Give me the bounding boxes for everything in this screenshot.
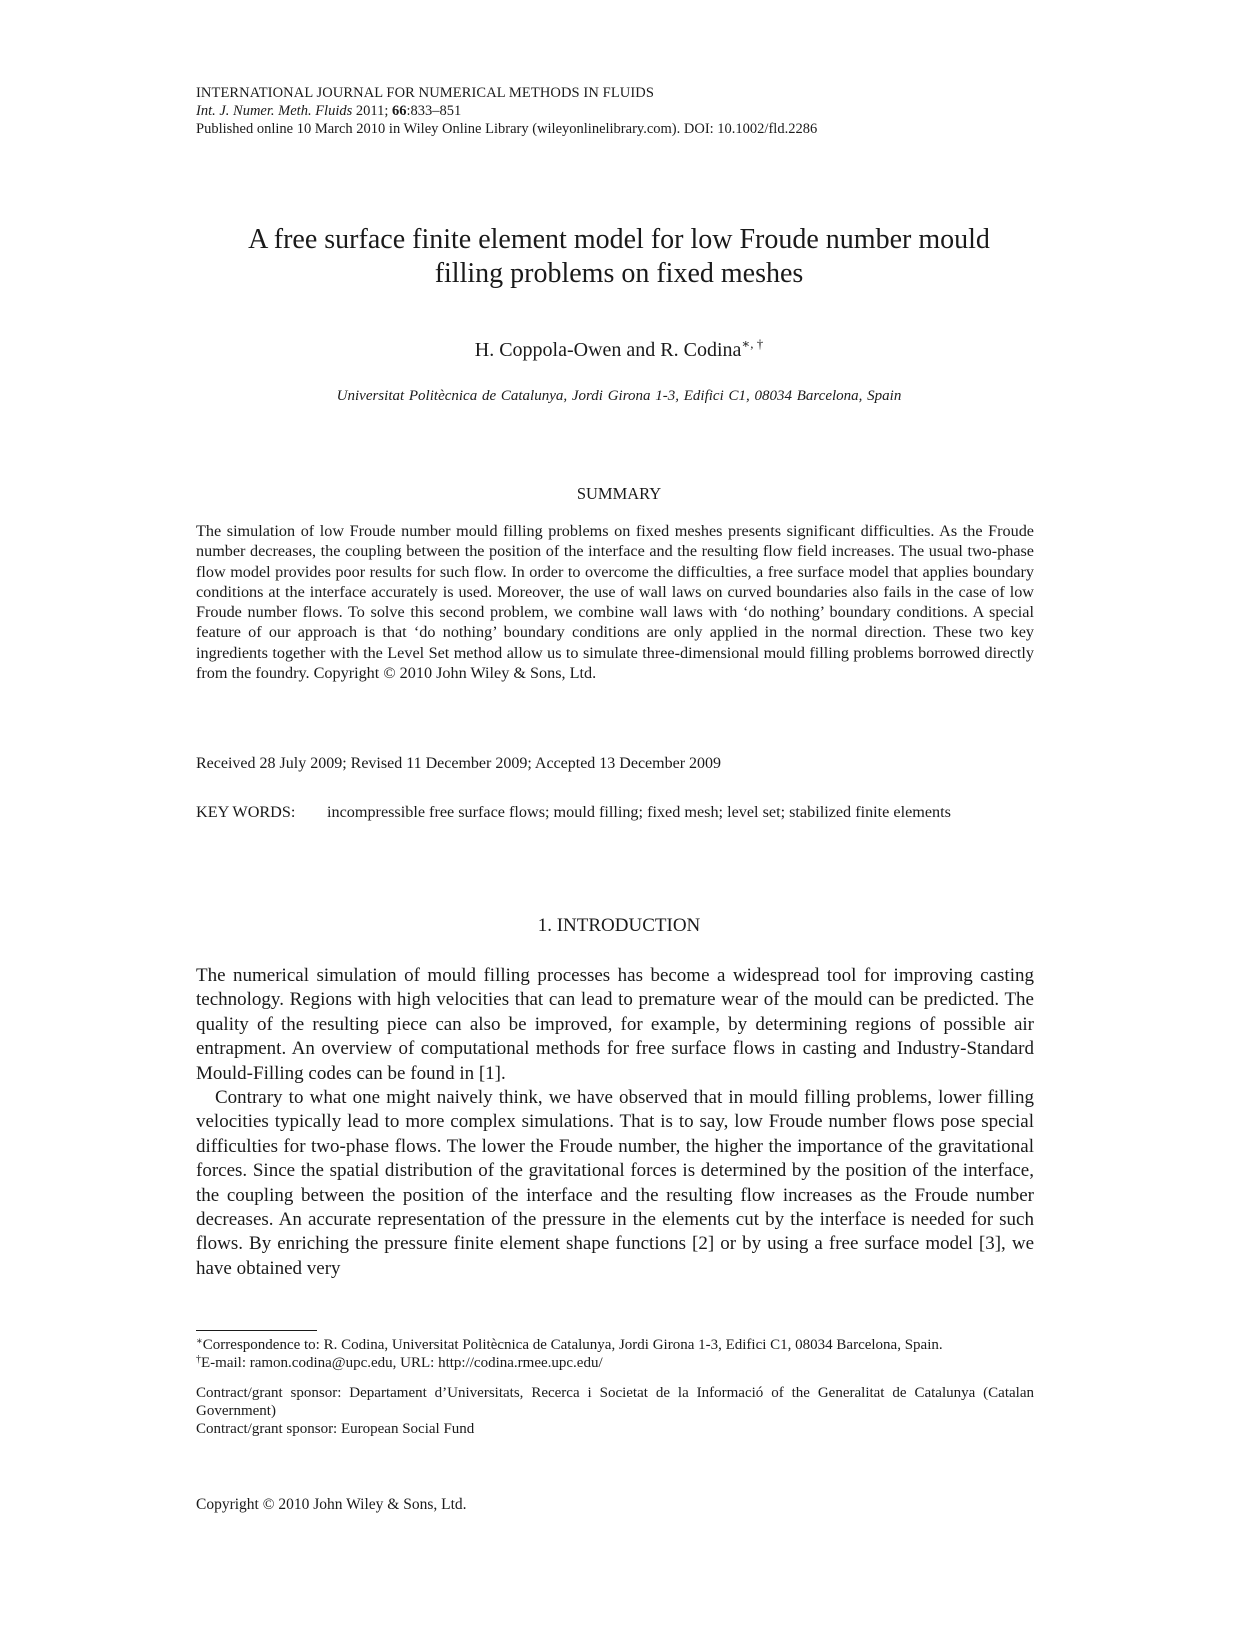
journal-citation xyxy=(196,102,1034,120)
section-heading: 1. INTRODUCTION xyxy=(537,915,701,936)
journal-pages: :833–851 xyxy=(406,103,462,119)
email-footnote xyxy=(196,1354,1034,1372)
abstract-text: The simulation of low Froude number mould filling problems on fixed meshes presents significant difficulties. As the Froude number decreases, the coupling between the position of the interface and the resulting flow field increases. The usual two-phase flow model provides poor results for such flow. In order to overcome the difficulties, a free surface model that applies boundary conditions at the interface accurately is used. Moreover, the use of wall laws on curved boundaries also fails in the case of low Froude number flows. To solve this second problem, we combine wall laws with ‘do nothing’ boundary conditions. A special feature of our approach is that ‘do nothing’ boundary conditions are only applied in the normal direction. These two key ingredients together with the Level Set method allow us to simulate three-dimensional mould filling problems borrowed directly from the foundry. Copyright © 2010 John Wiley & Sons, Ltd. xyxy=(196,522,1034,683)
introduction-body xyxy=(196,964,1034,1281)
sponsor-line: Contract/grant sponsor: Departament d’Universitats, Recerca i Societat de la Informació of the Generalitat de Catalunya (Catalan Government) xyxy=(196,1385,1034,1419)
keywords-text: incompressible free surface flows; mould filling; fixed mesh; level set; stabilized finite elements xyxy=(327,803,951,821)
received-dates: Received 28 July 2009; Revised 11 December 2009; Accepted 13 December 2009 xyxy=(196,755,722,772)
footnotes xyxy=(196,1336,1034,1438)
journal-name: INTERNATIONAL JOURNAL FOR NUMERICAL METHODS IN FLUIDS xyxy=(196,85,655,101)
copyright-notice: Copyright © 2010 John Wiley & Sons, Ltd. xyxy=(196,1496,467,1513)
author-footnote-marks: ∗, † xyxy=(741,336,764,351)
sponsor-block xyxy=(196,1384,1034,1438)
footnote-mark: † xyxy=(196,1354,201,1365)
keywords-label: KEY WORDS: xyxy=(196,803,296,821)
footnote-divider xyxy=(196,1330,317,1331)
sponsor-line: Contract/grant sponsor: European Social Fund xyxy=(196,1421,475,1437)
keywords xyxy=(196,802,1034,823)
journal-volume: 66 xyxy=(392,103,407,119)
paragraph: The numerical simulation of mould filling processes has become a widespread tool for improving casting technology. Regions with high velocities that can lead to premature wear of the mould can be predicted. The quality of the resulting piece can also be improved, for example, by determining regions of possible air entrapment. An overview of computational methods for free surface flows in casting and Industry-Standard Mould-Filling codes can be found in [1]. xyxy=(196,965,1034,1084)
paragraph: Contrary to what one might naively think, we have observed that in mould filling problems, lower filling velocities typically lead to more complex simulations. That is to say, low Froude number flows pose special difficulties for two-phase flows. The lower the Froude number, the higher the importance of the gravitational forces. Since the spatial distribution of the gravitational forces is determined by the position of the interface, the coupling between the position of the interface and the resulting flow increases as the Froude number decreases. An accurate representation of the pressure in the elements cut by the interface is needed for such flows. By enriching the pressure finite element shape functions [2] or by using a free surface model [3], we have obtained very xyxy=(196,1087,1034,1279)
journal-year: 2011; xyxy=(355,103,389,119)
correspondence-footnote xyxy=(196,1336,1034,1354)
journal-abbrev: Int. J. Numer. Meth. Fluids xyxy=(196,103,353,119)
affiliation: Universitat Politècnica de Catalunya, Jordi Girona 1-3, Edifici C1, 08034 Barcelona, Spain xyxy=(336,388,902,404)
summary-heading: SUMMARY xyxy=(576,484,662,503)
title-line: filling problems on fixed meshes xyxy=(434,258,804,289)
paper-title xyxy=(150,223,1088,291)
author-names: H. Coppola-Owen and R. Codina xyxy=(474,339,742,361)
correspondence-text: Correspondence to: R. Codina, Universitat Politècnica de Catalunya, Jordi Girona 1-3, Edifici C1, 08034 Barcelona, Spain. xyxy=(202,1337,943,1353)
journal-header xyxy=(196,84,1034,138)
title-line: A free surface finite element model for low Froude number mould xyxy=(248,224,990,255)
publication-line: Published online 10 March 2010 in Wiley Online Library (wileyonlinelibrary.com). DOI: 10.1002/fld.2286 xyxy=(196,121,818,137)
email-text: E-mail: ramon.codina@upc.edu, URL: http://codina.rmee.upc.edu/ xyxy=(201,1355,603,1371)
footnote-mark: ∗ xyxy=(196,1336,203,1347)
author-list xyxy=(150,338,1088,362)
